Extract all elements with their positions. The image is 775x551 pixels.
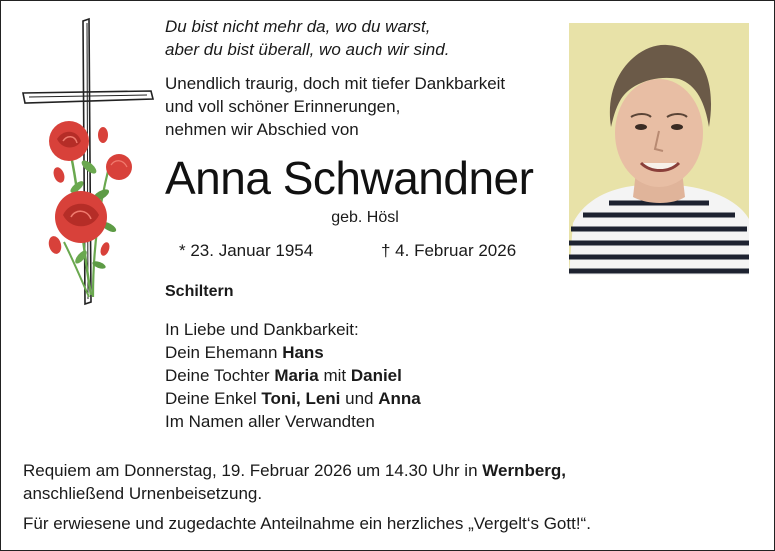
intro-text	[165, 72, 505, 141]
husband-name: Hans	[282, 343, 324, 362]
birth-date: * 23. Januar 1954	[179, 241, 314, 260]
grandchildren-names: Toni, Leni	[261, 389, 341, 408]
daughter-prefix: Deine Tochter	[165, 366, 275, 385]
requiem-line-1	[23, 459, 566, 482]
thanks-line: Für erwiesene und zugedachte Anteilnahme ein herzliches „Vergelt‘s Gott!“.	[23, 514, 591, 533]
grandchildren-mid: und	[340, 389, 379, 408]
family-daughter	[165, 364, 421, 387]
intro-line-2: und voll schöner Erinnerungen,	[165, 97, 401, 116]
hometown: Schiltern	[165, 283, 234, 300]
cross-with-roses-icon	[19, 17, 161, 307]
family-husband	[165, 341, 421, 364]
husband-prefix: Dein Ehemann	[165, 343, 283, 362]
family-list	[165, 318, 421, 433]
death-date: † 4. Februar 2026	[381, 241, 517, 260]
requiem-place: Wernberg,	[482, 461, 567, 480]
quote-line-1: Du bist nicht mehr da, wo du warst,	[165, 17, 431, 36]
family-heading: In Liebe und Dankbarkeit:	[165, 320, 359, 339]
daughter-name: Maria	[274, 366, 319, 385]
intro-line-1: Unendlich traurig, doch mit tiefer Dankbarkeit	[165, 74, 506, 93]
quote-line-2: aber du bist überall, wo auch wir sind.	[165, 40, 450, 59]
intro-line-3: nehmen wir Abschied von	[165, 120, 359, 139]
family-relatives: Im Namen aller Verwandten	[165, 412, 375, 431]
memorial-quote	[165, 15, 449, 61]
daughter-mid: mit	[318, 366, 351, 385]
requiem-info	[23, 459, 566, 505]
portrait-photo	[569, 23, 749, 275]
grandchild-last-name: Anna	[378, 389, 421, 408]
requiem-line-2: anschließend Urnenbeisetzung.	[23, 484, 263, 503]
requiem-prefix: Requiem am Donnerstag, 19. Februar 2026 um 14.30 Uhr in	[23, 461, 483, 480]
deceased-name: Anna Schwandner	[165, 152, 534, 204]
family-grandchildren	[165, 387, 421, 410]
daughter-partner-name: Daniel	[350, 366, 402, 385]
grandchildren-prefix: Deine Enkel	[165, 389, 262, 408]
maiden-name: geb. Hösl	[331, 209, 399, 226]
